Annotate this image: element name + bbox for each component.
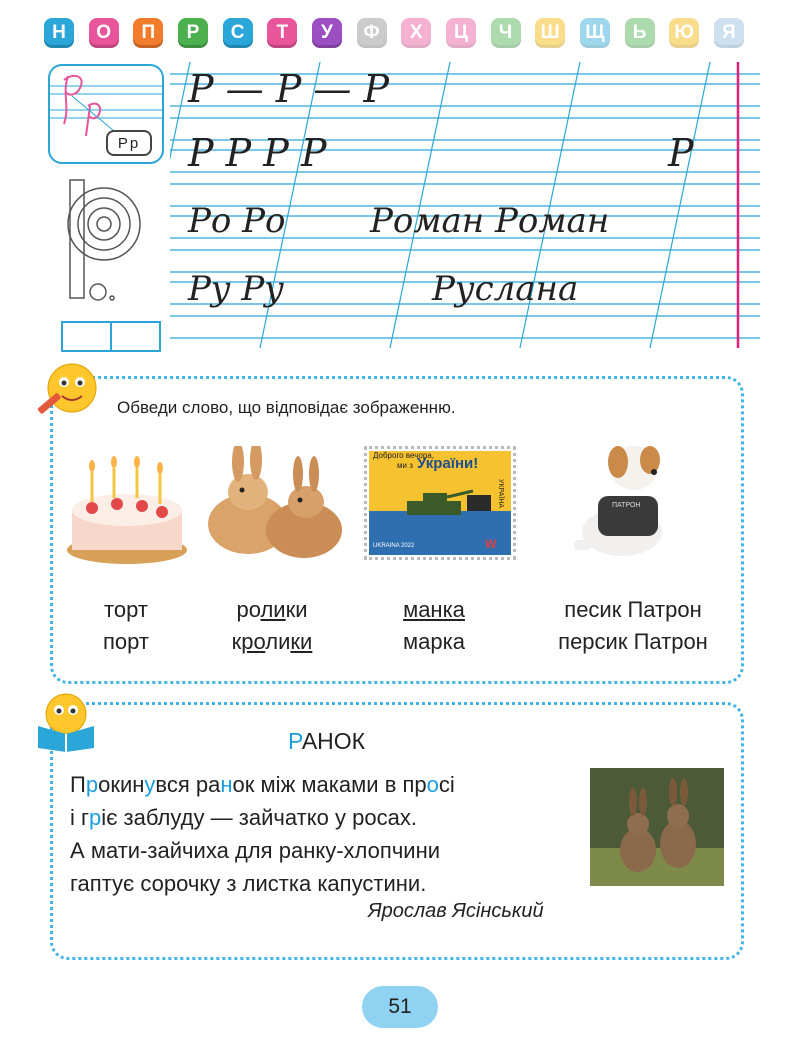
alphabet-letter-tile: Щ: [580, 18, 610, 48]
rabbits-image: [202, 446, 347, 561]
page-number: 51: [362, 986, 438, 1028]
alphabet-letter-tile: Р: [178, 18, 208, 48]
sound-scheme-cells: [61, 321, 161, 352]
dog-patron-image: [548, 432, 688, 562]
wild-rabbits-photo: [590, 768, 724, 886]
copybook-grid: [170, 62, 760, 350]
alphabet-letter-tile: П: [133, 18, 163, 48]
stamp-side: УКРАЇНА: [497, 479, 504, 509]
poem-line: Прокинувся ранок між маками в просі: [70, 772, 455, 797]
poem-line: гаптує сорочку з листка капустини.: [70, 871, 427, 896]
word-option[interactable]: песик Патрон: [564, 597, 702, 622]
word-group-1: [86, 594, 166, 658]
word-option[interactable]: кролики: [231, 629, 313, 654]
poem-line: і гріє заблуду — зайчатко у росах.: [70, 805, 417, 830]
word-option[interactable]: порт: [103, 629, 149, 654]
alphabet-strip: [44, 18, 744, 48]
stamp-sub: ми з: [397, 461, 413, 470]
word-option[interactable]: ролики: [236, 597, 308, 622]
stamp-greeting: Доброго вечора,: [373, 451, 434, 460]
word-option[interactable]: манка: [403, 597, 465, 622]
copy-row-1: Р — Р — Р: [188, 67, 390, 111]
postage-stamp: [364, 446, 516, 560]
alphabet-letter-tile: С: [223, 18, 253, 48]
word-group-3: [378, 594, 490, 658]
exercise-instruction: Обведи слово, що відповідає зображенню.: [117, 398, 456, 417]
word-group-4: [528, 594, 738, 658]
copy-row-3-syllables: Ро Ро: [188, 201, 286, 241]
copy-row-2-end: Р: [668, 131, 694, 175]
stamp-year: UKRAINA 2022: [373, 543, 415, 549]
alphabet-letter-tile: Ь: [625, 18, 655, 48]
cake-image: [62, 450, 192, 570]
word-group-2: [212, 594, 332, 658]
poem-title: РАНОК: [288, 728, 366, 754]
smiley-pencil-icon: [30, 360, 110, 420]
poem-author: Ярослав Ясінський: [368, 900, 544, 922]
word-option[interactable]: торт: [104, 597, 148, 622]
reading-smiley-icon: [30, 692, 102, 752]
printed-letter-label: Рр: [106, 130, 152, 156]
stamp-letter: W: [485, 537, 497, 551]
word-option[interactable]: персик Патрон: [558, 629, 708, 654]
alphabet-letter-tile: Ш: [535, 18, 565, 48]
alphabet-letter-tile: Ф: [357, 18, 387, 48]
alphabet-letter-tile: Ю: [669, 18, 699, 48]
alphabet-letter-tile: Я: [714, 18, 744, 48]
copy-row-2: Р Р Р Р: [188, 131, 327, 175]
word-option[interactable]: марка: [403, 629, 465, 654]
alphabet-letter-tile: Х: [401, 18, 431, 48]
alphabet-letter-tile: Т: [267, 18, 297, 48]
alphabet-letter-tile: У: [312, 18, 342, 48]
copy-row-4-syllables: Ру Ру: [188, 269, 285, 309]
alphabet-letter-tile: О: [89, 18, 119, 48]
poem-text: [70, 768, 455, 900]
stamp-country: України!: [417, 455, 479, 472]
poem-line: А мати-зайчиха для ранку-хлопчини: [70, 838, 441, 863]
copy-row-4-word: Руслана: [432, 269, 579, 309]
spiral-pattern: [60, 172, 160, 312]
alphabet-letter-tile: Ч: [491, 18, 521, 48]
copy-row-3-word: Роман Роман: [370, 201, 610, 241]
dog-vest-label: ПАТРОН: [612, 502, 641, 509]
alphabet-letter-tile: Ц: [446, 18, 476, 48]
alphabet-letter-tile: Н: [44, 18, 74, 48]
